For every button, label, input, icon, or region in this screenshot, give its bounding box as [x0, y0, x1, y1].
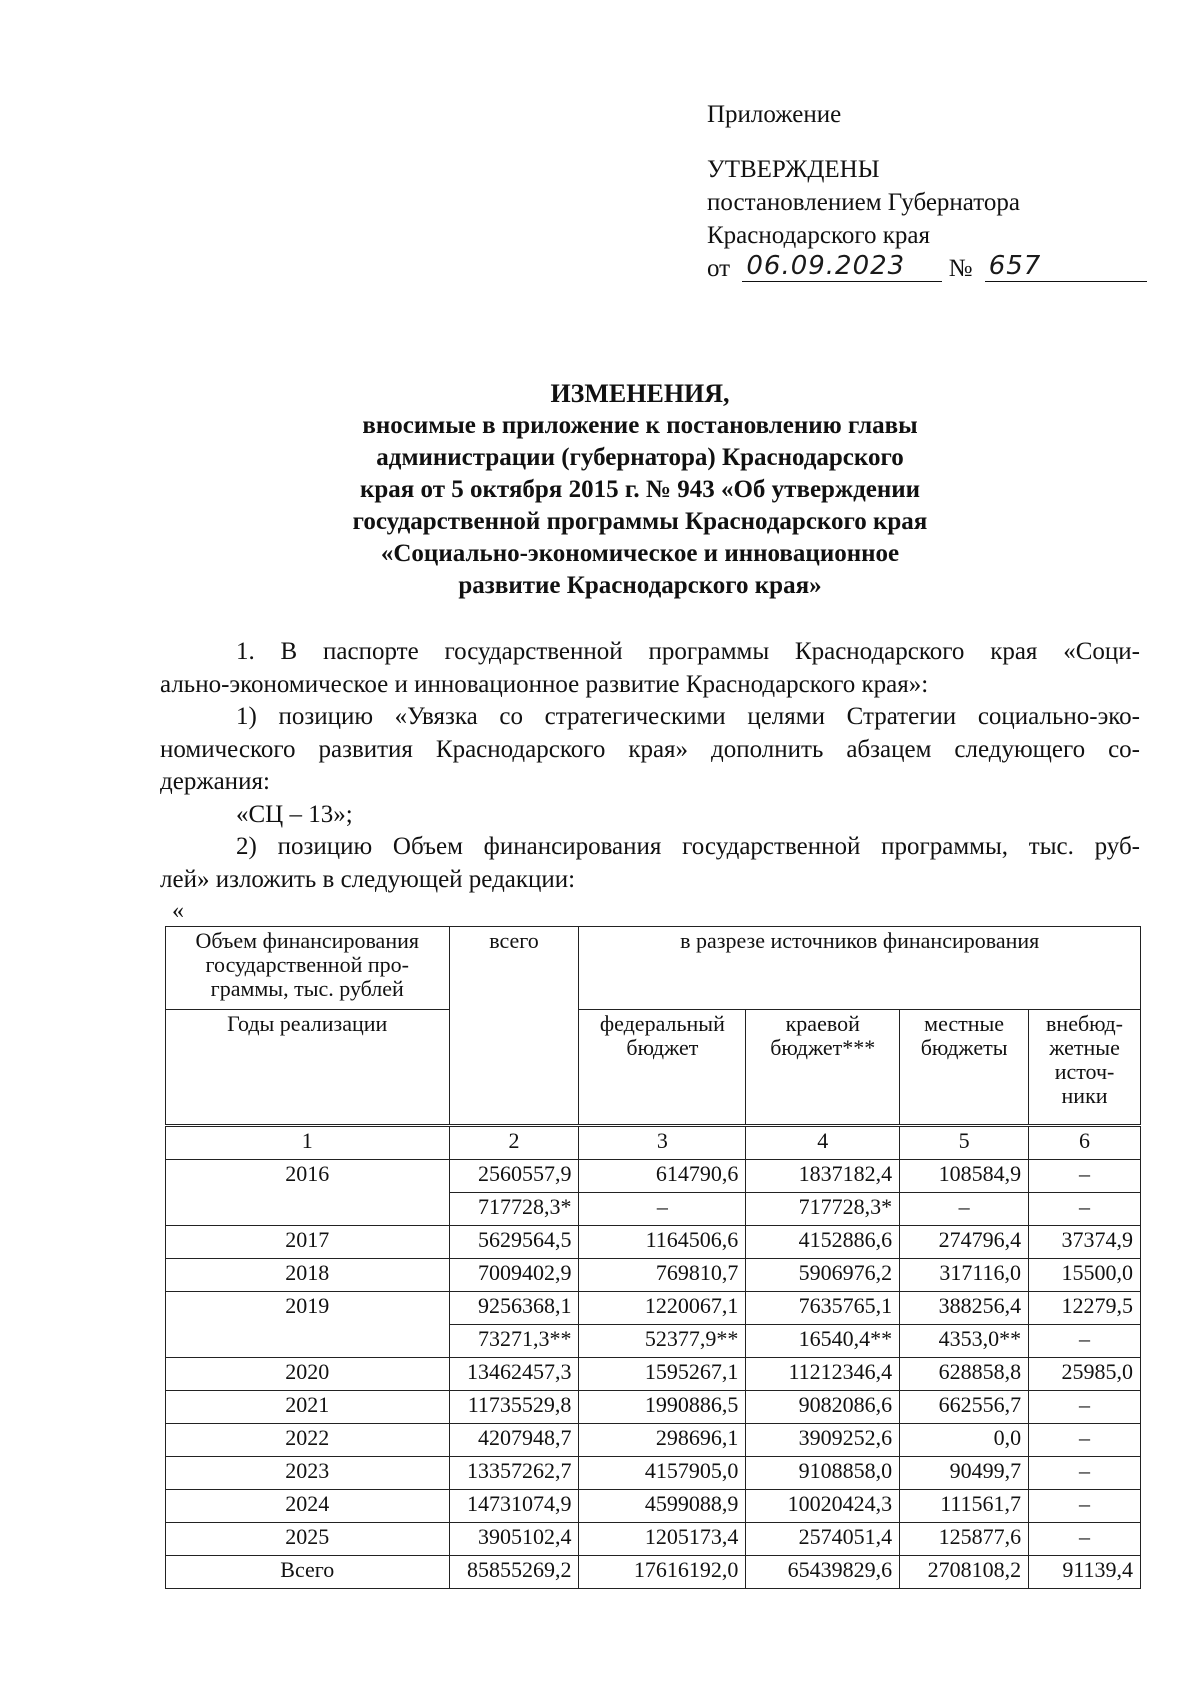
- header-regional: краевой бюджет***: [746, 1010, 900, 1126]
- para-2-line-3: держания:: [160, 768, 270, 795]
- year-cell: 2016: [166, 1160, 450, 1193]
- year-cell: [166, 1325, 450, 1358]
- title-line-3: администрации (губернатора) Краснодарского: [376, 444, 904, 471]
- federal-cell: 17616192,0: [579, 1556, 746, 1589]
- table-row: [166, 1358, 1141, 1391]
- federal-cell: 1164506,6: [579, 1226, 746, 1259]
- date-handwritten: 06.09.2023: [746, 251, 906, 281]
- para-2-line-1: 1) позицию «Увязка со стратегическими целями Стратегии социально-эко-: [236, 703, 1140, 730]
- number-handwritten: 657: [988, 251, 1042, 281]
- total-cell: 11735529,8: [449, 1391, 579, 1424]
- offbudget-cell: –: [1029, 1424, 1141, 1457]
- federal-cell: –: [579, 1193, 746, 1226]
- table-header-row-1: [166, 927, 1141, 1010]
- decree-label: постановлением Губернатора: [707, 189, 1020, 216]
- year-cell: 2018: [166, 1259, 450, 1292]
- table-row: [166, 1226, 1141, 1259]
- year-cell: 2017: [166, 1226, 450, 1259]
- title-line-7: развитие Краснодарского края»: [458, 572, 822, 599]
- local-cell: 0,0: [900, 1424, 1029, 1457]
- total-cell: 4207948,7: [449, 1424, 579, 1457]
- table-row: [166, 1457, 1141, 1490]
- appendix-label: Приложение: [707, 101, 842, 128]
- local-cell: 108584,9: [900, 1160, 1029, 1193]
- regional-cell: 9082086,6: [746, 1391, 900, 1424]
- federal-cell: 1205173,4: [579, 1523, 746, 1556]
- date-number-line: [707, 252, 1147, 285]
- year-cell: 2025: [166, 1523, 450, 1556]
- para-1-line-2: ально-экономическое и инновационное развитие Краснодарского края»:: [160, 670, 929, 698]
- regional-cell: 65439829,6: [746, 1556, 900, 1589]
- offbudget-cell: –: [1029, 1160, 1141, 1193]
- local-cell: 274796,4: [900, 1226, 1029, 1259]
- offbudget-cell: 37374,9: [1029, 1226, 1141, 1259]
- number-field: [985, 251, 1147, 282]
- offbudget-cell: –: [1029, 1391, 1141, 1424]
- offbudget-cell: –: [1029, 1193, 1141, 1226]
- local-cell: 317116,0: [900, 1259, 1029, 1292]
- table-row: [166, 1490, 1141, 1523]
- total-cell: 7009402,9: [449, 1259, 579, 1292]
- federal-cell: 769810,7: [579, 1259, 746, 1292]
- offbudget-cell: 25985,0: [1029, 1358, 1141, 1391]
- federal-cell: 614790,6: [579, 1160, 746, 1193]
- regional-cell: 10020424,3: [746, 1490, 900, 1523]
- title-line-4: края от 5 октября 2015 г. № 943 «Об утверждении: [359, 476, 921, 503]
- quote-open-mark: «: [172, 898, 184, 924]
- colnum-cell: 3: [579, 1126, 746, 1160]
- colnum-cell: 4: [746, 1126, 900, 1160]
- regional-cell: 4152886,6: [746, 1226, 900, 1259]
- year-cell: 2019: [166, 1292, 450, 1325]
- year-cell: 2024: [166, 1490, 450, 1523]
- local-cell: 125877,6: [900, 1523, 1029, 1556]
- header-years: Годы реализации: [166, 1010, 450, 1126]
- table-row: [166, 1556, 1141, 1589]
- para-4-line-2: лей» изложить в следующей редакции:: [160, 865, 576, 893]
- document-body: [160, 636, 1140, 896]
- total-cell: 2560557,9: [449, 1160, 579, 1193]
- offbudget-cell: –: [1029, 1523, 1141, 1556]
- document-title: [160, 378, 1120, 602]
- table-row: [166, 1292, 1141, 1325]
- colnum-cell: 5: [900, 1126, 1029, 1160]
- total-cell: 5629564,5: [449, 1226, 579, 1259]
- para-2-line-2: номического развития Краснодарского края» дополнить абзацем следующего со-: [160, 735, 1140, 763]
- year-cell: [166, 1193, 450, 1226]
- local-cell: 111561,7: [900, 1490, 1029, 1523]
- table-row: [166, 1259, 1141, 1292]
- offbudget-cell: –: [1029, 1325, 1141, 1358]
- regional-cell: 7635765,1: [746, 1292, 900, 1325]
- total-cell: 85855269,2: [449, 1556, 579, 1589]
- header-volume: Объем финансирования государственной про- граммы, тыс. рублей: [166, 927, 450, 1010]
- colnum-cell: 2: [449, 1126, 579, 1160]
- title-line-1: ИЗМЕНЕНИЯ,: [550, 379, 730, 408]
- offbudget-cell: –: [1029, 1490, 1141, 1523]
- federal-cell: 1220067,1: [579, 1292, 746, 1325]
- title-line-2: вносимые в приложение к постановлению главы: [362, 412, 918, 439]
- table-row: [166, 1325, 1141, 1358]
- total-cell: 73271,3**: [449, 1325, 579, 1358]
- header-offbudget: внебюд- жетные источ- ники: [1029, 1010, 1141, 1126]
- region-label: Краснодарского края: [707, 222, 930, 249]
- table-header-row-2: [166, 1010, 1141, 1126]
- local-cell: 4353,0**: [900, 1325, 1029, 1358]
- year-cell: 2020: [166, 1358, 450, 1391]
- local-cell: 2708108,2: [900, 1556, 1029, 1589]
- local-cell: 662556,7: [900, 1391, 1029, 1424]
- title-line-6: «Социально-экономическое и инновационное: [380, 540, 900, 567]
- federal-cell: 298696,1: [579, 1424, 746, 1457]
- local-cell: –: [900, 1193, 1029, 1226]
- para-4-line-1: 2) позицию Объем финансирования государственной программы, тыс. руб-: [236, 833, 1140, 860]
- colnum-cell: 1: [166, 1126, 450, 1160]
- table-row: [166, 1391, 1141, 1424]
- total-cell: 14731074,9: [449, 1490, 579, 1523]
- table-row: [166, 1424, 1141, 1457]
- total-cell: 13357262,7: [449, 1457, 579, 1490]
- federal-cell: 1990886,5: [579, 1391, 746, 1424]
- offbudget-cell: 91139,4: [1029, 1556, 1141, 1589]
- title-line-5: государственной программы Краснодарского края: [352, 508, 928, 535]
- local-cell: 90499,7: [900, 1457, 1029, 1490]
- total-cell: 3905102,4: [449, 1523, 579, 1556]
- table-row: [166, 1523, 1141, 1556]
- federal-cell: 1595267,1: [579, 1358, 746, 1391]
- approval-block: [707, 98, 1147, 285]
- table-row: [166, 1160, 1141, 1193]
- table-row: [166, 1193, 1141, 1226]
- federal-cell: 52377,9**: [579, 1325, 746, 1358]
- from-label: от: [707, 255, 731, 282]
- regional-cell: 717728,3*: [746, 1193, 900, 1226]
- number-label: №: [948, 255, 973, 282]
- year-cell: 2021: [166, 1391, 450, 1424]
- regional-cell: 9108858,0: [746, 1457, 900, 1490]
- header-local: местные бюджеты: [900, 1010, 1029, 1126]
- regional-cell: 3909252,6: [746, 1424, 900, 1457]
- local-cell: 628858,8: [900, 1358, 1029, 1391]
- total-cell: 717728,3*: [449, 1193, 579, 1226]
- header-sources: в разрезе источников финансирования: [579, 927, 1141, 1010]
- approved-label: УТВЕРЖДЕНЫ: [707, 156, 880, 183]
- regional-cell: 5906976,2: [746, 1259, 900, 1292]
- federal-cell: 4599088,9: [579, 1490, 746, 1523]
- total-cell: 9256368,1: [449, 1292, 579, 1325]
- colnum-cell: 6: [1029, 1126, 1141, 1160]
- total-cell: 13462457,3: [449, 1358, 579, 1391]
- financing-table: [165, 926, 1141, 1589]
- year-cell: Всего: [166, 1556, 450, 1589]
- para-1-line-1: 1. В паспорте государственной программы Краснодарского края «Соци-: [236, 638, 1140, 665]
- header-total: всего: [449, 927, 579, 1126]
- regional-cell: 2574051,4: [746, 1523, 900, 1556]
- year-cell: 2022: [166, 1424, 450, 1457]
- local-cell: 388256,4: [900, 1292, 1029, 1325]
- federal-cell: 4157905,0: [579, 1457, 746, 1490]
- regional-cell: 16540,4**: [746, 1325, 900, 1358]
- para-3: «СЦ – 13»;: [236, 800, 353, 828]
- offbudget-cell: 15500,0: [1029, 1259, 1141, 1292]
- offbudget-cell: –: [1029, 1457, 1141, 1490]
- regional-cell: 1837182,4: [746, 1160, 900, 1193]
- column-number-row: [166, 1126, 1141, 1160]
- year-cell: 2023: [166, 1457, 450, 1490]
- date-field: [742, 251, 942, 282]
- header-federal: федеральный бюджет: [579, 1010, 746, 1126]
- regional-cell: 11212346,4: [746, 1358, 900, 1391]
- offbudget-cell: 12279,5: [1029, 1292, 1141, 1325]
